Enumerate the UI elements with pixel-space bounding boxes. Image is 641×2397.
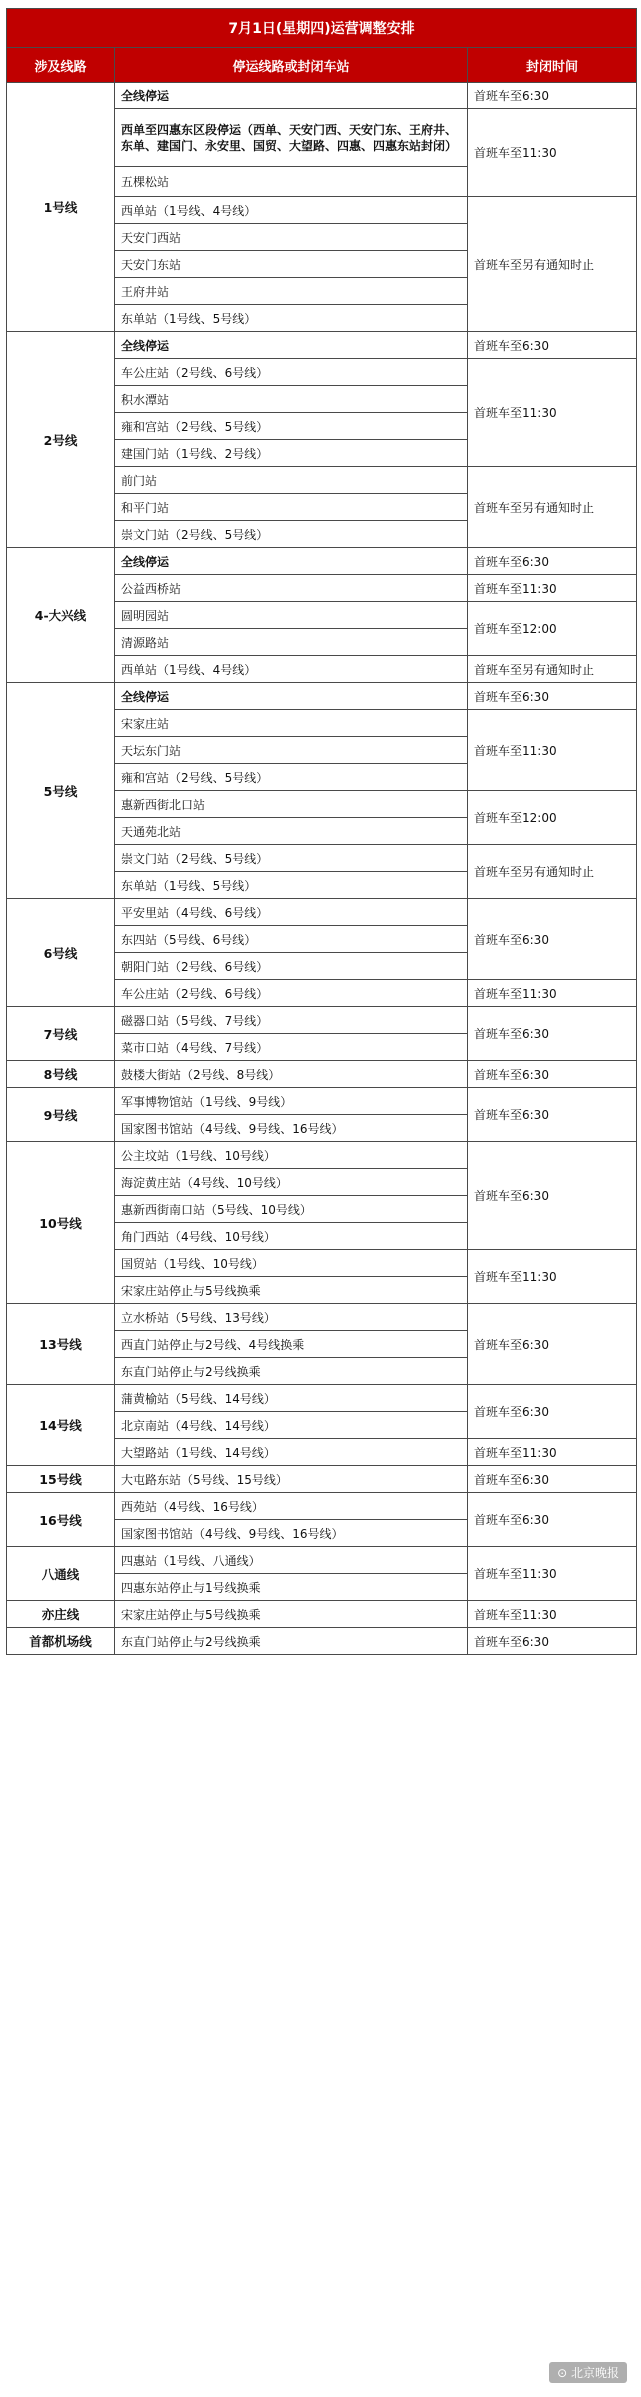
- station-cell: 惠新西街北口站: [115, 791, 468, 818]
- time-cell: 首班车至另有通知时止: [468, 197, 637, 332]
- table-row: [7, 548, 637, 575]
- time-cell: 首班车至11:30: [468, 710, 637, 791]
- station-cell: 北京南站（4号线、14号线）: [115, 1412, 468, 1439]
- segment-closure-heading: 西单至四惠东区段停运（西单、天安门西、天安门东、王府井、东单、建国门、永安里、国贸、大望路、四惠、四惠东站封闭）: [121, 122, 458, 153]
- time-cell: 首班车至11:30: [468, 980, 637, 1007]
- schedule-table: [6, 8, 637, 1655]
- station-cell: 西苑站（4号线、16号线）: [115, 1493, 468, 1520]
- time-cell: 首班车至另有通知时止: [468, 656, 637, 683]
- station-cell: 东单站（1号线、5号线）: [115, 872, 468, 899]
- station-cell: 惠新西街南口站（5号线、10号线）: [115, 1196, 468, 1223]
- table-row: [7, 332, 637, 359]
- station-cell: 宋家庄站停止与5号线换乘: [115, 1601, 468, 1628]
- station-cell: 平安里站（4号线、6号线）: [115, 899, 468, 926]
- time-cell: 首班车至6:30: [468, 1493, 637, 1547]
- station-cell: 天安门东站: [115, 251, 468, 278]
- line-name: 2号线: [7, 332, 115, 548]
- table-row: [7, 1007, 637, 1034]
- station-cell: 全线停运: [115, 83, 468, 109]
- station-cell: 东直门站停止与2号线换乘: [115, 1628, 468, 1655]
- station-cell: 西单站（1号线、4号线）: [115, 656, 468, 683]
- header-time: 封闭时间: [468, 48, 637, 83]
- station-cell: 磁器口站（5号线、7号线）: [115, 1007, 468, 1034]
- line-name: 14号线: [7, 1385, 115, 1466]
- station-cell: 天通苑北站: [115, 818, 468, 845]
- station-cell: 东单站（1号线、5号线）: [115, 305, 468, 332]
- line-name: 1号线: [7, 83, 115, 332]
- time-cell: 首班车至11:30: [468, 1601, 637, 1628]
- station-cell: 全线停运: [115, 548, 468, 575]
- station-cell: 雍和宫站（2号线、5号线）: [115, 764, 468, 791]
- time-cell: 首班车至11:30: [468, 109, 637, 197]
- time-cell: 首班车至11:30: [468, 575, 637, 602]
- station-cell: 鼓楼大街站（2号线、8号线）: [115, 1061, 468, 1088]
- station-cell: 公主坟站（1号线、10号线）: [115, 1142, 468, 1169]
- station-cell: 西单站（1号线、4号线）: [115, 197, 468, 224]
- station-cell: 全线停运: [115, 683, 468, 710]
- station-cell: 天安门西站: [115, 224, 468, 251]
- station-cell: 崇文门站（2号线、5号线）: [115, 521, 468, 548]
- station-cell: 雍和宫站（2号线、5号线）: [115, 413, 468, 440]
- station-cell: 朝阳门站（2号线、6号线）: [115, 953, 468, 980]
- time-cell: 首班车至11:30: [468, 1439, 637, 1466]
- table-row: [7, 1466, 637, 1493]
- line-name: 5号线: [7, 683, 115, 899]
- station-cell: 海淀黄庄站（4号线、10号线）: [115, 1169, 468, 1196]
- station-cell: 四惠东站停止与1号线换乘: [115, 1574, 468, 1601]
- station-cell: 王府井站: [115, 278, 468, 305]
- header-station: 停运线路或封闭车站: [115, 48, 468, 83]
- time-cell: 首班车至11:30: [468, 1547, 637, 1601]
- table-row: [7, 1493, 637, 1520]
- table-row: [7, 1142, 637, 1169]
- table-row: [7, 1061, 637, 1088]
- line-name: 8号线: [7, 1061, 115, 1088]
- line-name: 13号线: [7, 1304, 115, 1385]
- time-cell: 首班车至12:00: [468, 791, 637, 845]
- time-cell: 首班车至另有通知时止: [468, 467, 637, 548]
- station-cell: [115, 109, 468, 167]
- station-cell: 国贸站（1号线、10号线）: [115, 1250, 468, 1277]
- table-row: [7, 1385, 637, 1412]
- time-cell: 首班车至6:30: [468, 1304, 637, 1385]
- time-cell: 首班车至6:30: [468, 1628, 637, 1655]
- time-cell: 首班车至6:30: [468, 1061, 637, 1088]
- station-cell: 军事博物馆站（1号线、9号线）: [115, 1088, 468, 1115]
- station-cell: 立水桥站（5号线、13号线）: [115, 1304, 468, 1331]
- time-cell: 首班车至6:30: [468, 548, 637, 575]
- table-row: [7, 683, 637, 710]
- station-cell: 前门站: [115, 467, 468, 494]
- station-cell: 宋家庄站: [115, 710, 468, 737]
- time-cell: 首班车至6:30: [468, 1142, 637, 1250]
- table-row: [7, 83, 637, 109]
- table-row: [7, 899, 637, 926]
- station-cell: 角门西站（4号线、10号线）: [115, 1223, 468, 1250]
- station-cell: 东直门站停止与2号线换乘: [115, 1358, 468, 1385]
- line-name: 9号线: [7, 1088, 115, 1142]
- station-cell: 和平门站: [115, 494, 468, 521]
- station-cell: 公益西桥站: [115, 575, 468, 602]
- station-cell: 西直门站停止与2号线、4号线换乘: [115, 1331, 468, 1358]
- station-cell: 宋家庄站停止与5号线换乘: [115, 1277, 468, 1304]
- time-cell: 首班车至6:30: [468, 1385, 637, 1439]
- line-name: 6号线: [7, 899, 115, 1007]
- line-name: 15号线: [7, 1466, 115, 1493]
- station-cell: 四惠站（1号线、八通线）: [115, 1547, 468, 1574]
- time-cell: 首班车至6:30: [468, 683, 637, 710]
- table-row: [7, 1088, 637, 1115]
- time-cell: 首班车至12:00: [468, 602, 637, 656]
- time-cell: 首班车至11:30: [468, 359, 637, 467]
- line-name: 亦庄线: [7, 1601, 115, 1628]
- station-cell: 车公庄站（2号线、6号线）: [115, 980, 468, 1007]
- time-cell: 首班车至6:30: [468, 332, 637, 359]
- station-cell: 建国门站（1号线、2号线）: [115, 440, 468, 467]
- station-cell: 积水潭站: [115, 386, 468, 413]
- table-row: [7, 1628, 637, 1655]
- station-cell: 清源路站: [115, 629, 468, 656]
- time-cell: 首班车至6:30: [468, 1007, 637, 1061]
- time-cell: 首班车至11:30: [468, 1250, 637, 1304]
- station-cell: 崇文门站（2号线、5号线）: [115, 845, 468, 872]
- weibo-icon: ⊙: [557, 2366, 568, 2380]
- time-cell: 首班车至另有通知时止: [468, 845, 637, 899]
- header-line: 涉及线路: [7, 48, 115, 83]
- station-cell: 国家图书馆站（4号线、9号线、16号线）: [115, 1115, 468, 1142]
- line-name: 八通线: [7, 1547, 115, 1601]
- station-cell: 车公庄站（2号线、6号线）: [115, 359, 468, 386]
- station-cell: 菜市口站（4号线、7号线）: [115, 1034, 468, 1061]
- watermark-text: 北京晚报: [570, 2366, 619, 2380]
- table-row: [7, 1304, 637, 1331]
- station-cell: 国家图书馆站（4号线、9号线、16号线）: [115, 1520, 468, 1547]
- station-cell: 大屯路东站（5号线、15号线）: [115, 1466, 468, 1493]
- time-cell: 首班车至6:30: [468, 899, 637, 980]
- line-name: 10号线: [7, 1142, 115, 1304]
- watermark: [549, 2362, 627, 2383]
- line-name: 7号线: [7, 1007, 115, 1061]
- line-name: 4-大兴线: [7, 548, 115, 683]
- station-cell: 大望路站（1号线、14号线）: [115, 1439, 468, 1466]
- station-cell: 蒲黄榆站（5号线、14号线）: [115, 1385, 468, 1412]
- station-cell: 圆明园站: [115, 602, 468, 629]
- table-row: [7, 1601, 637, 1628]
- line-name: 首都机场线: [7, 1628, 115, 1655]
- station-cell: 东四站（5号线、6号线）: [115, 926, 468, 953]
- station-cell: 天坛东门站: [115, 737, 468, 764]
- table-row: [7, 1547, 637, 1574]
- station-cell: 全线停运: [115, 332, 468, 359]
- time-cell: 首班车至6:30: [468, 1466, 637, 1493]
- time-cell: 首班车至6:30: [468, 83, 637, 109]
- line-name: 16号线: [7, 1493, 115, 1547]
- table-title: 7月1日(星期四)运营调整安排: [7, 9, 637, 48]
- station-cell: 五棵松站: [115, 167, 468, 197]
- time-cell: 首班车至6:30: [468, 1088, 637, 1142]
